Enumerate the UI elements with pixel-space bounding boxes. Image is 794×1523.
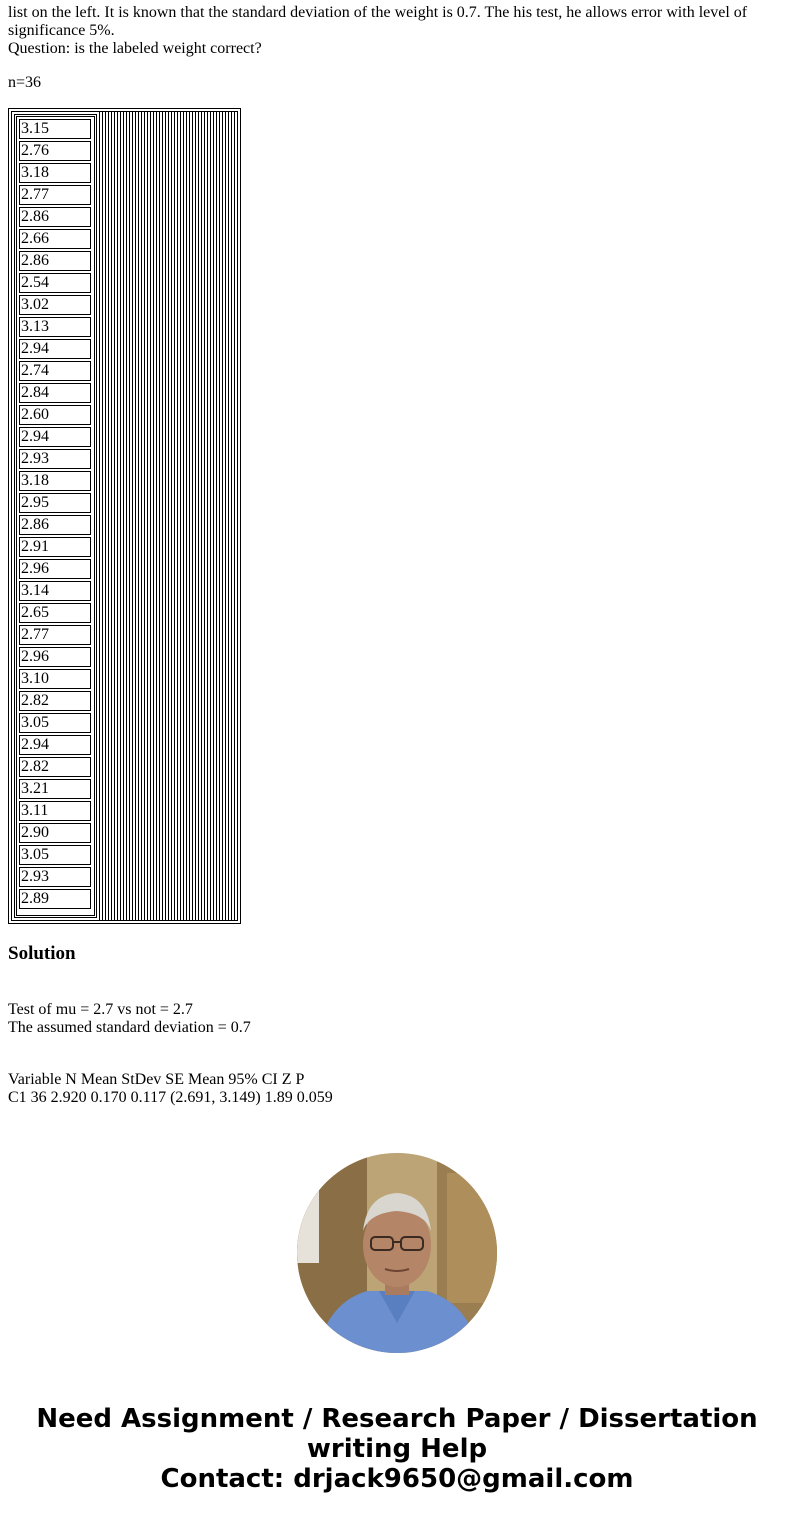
weight-cell: 2.93 <box>19 449 91 469</box>
question-line-2: significance 5%. <box>8 22 115 39</box>
weight-cell: 2.74 <box>19 361 91 381</box>
weight-cell: 3.05 <box>19 713 91 733</box>
weight-cell: 2.96 <box>19 559 91 579</box>
weight-cell: 3.10 <box>19 669 91 689</box>
weight-cell: 3.02 <box>19 295 91 315</box>
footer-contact-email: Contact: drjack9650@gmail.com <box>160 1464 634 1494</box>
weight-cell: 2.84 <box>19 383 91 403</box>
avatar-portrait-image <box>297 1153 497 1353</box>
weight-cell: 2.93 <box>19 867 91 887</box>
weight-cell: 2.77 <box>19 625 91 645</box>
result-header: Variable N Mean StDev SE Mean 95% CI Z P <box>8 1071 305 1088</box>
weight-cell: 2.94 <box>19 427 91 447</box>
weight-cell: 2.86 <box>19 251 91 271</box>
question-line-3: Question: is the labeled weight correct? <box>8 40 262 57</box>
weight-cell: 2.94 <box>19 339 91 359</box>
weight-cell: 2.82 <box>19 691 91 711</box>
weight-cell: 3.18 <box>19 471 91 491</box>
weights-column <box>19 119 91 911</box>
weight-cell: 3.18 <box>19 163 91 183</box>
question-block <box>8 4 786 92</box>
weight-cell: 3.21 <box>19 779 91 799</box>
solution-heading: Solution <box>8 943 76 964</box>
footer-line-1: Need Assignment / Research Paper / Dissertation <box>36 1404 758 1434</box>
weight-cell: 2.96 <box>19 647 91 667</box>
sd-line: The assumed standard deviation = 0.7 <box>8 1019 251 1036</box>
solution-result-block <box>8 1071 333 1107</box>
weight-cell: 2.89 <box>19 889 91 909</box>
weight-cell: 2.82 <box>19 757 91 777</box>
weight-cell: 2.90 <box>19 823 91 843</box>
weight-cell: 2.77 <box>19 185 91 205</box>
weight-cell: 3.05 <box>19 845 91 865</box>
question-line-1: list on the left. It is known that the standard deviation of the weight is 0.7. The his test, he allows error with level of <box>8 4 748 21</box>
footer-line-2: writing Help <box>306 1434 488 1464</box>
weight-cell: 2.60 <box>19 405 91 425</box>
weight-cell: 3.11 <box>19 801 91 821</box>
weight-cell: 3.15 <box>19 119 91 139</box>
weight-cell: 2.91 <box>19 537 91 557</box>
footer-contact <box>0 1404 794 1494</box>
weight-cell: 2.66 <box>19 229 91 249</box>
author-avatar <box>297 1153 497 1353</box>
weight-cell: 2.65 <box>19 603 91 623</box>
solution-test-block <box>8 1001 251 1037</box>
sample-size-label: n=36 <box>8 74 42 91</box>
weight-cell: 2.86 <box>19 515 91 535</box>
table-stripes <box>99 112 238 920</box>
weight-cell: 2.76 <box>19 141 91 161</box>
result-row: C1 36 2.920 0.170 0.117 (2.691, 3.149) 1.89 0.059 <box>8 1089 333 1106</box>
weight-cell: 3.13 <box>19 317 91 337</box>
weight-cell: 2.54 <box>19 273 91 293</box>
test-line: Test of mu = 2.7 vs not = 2.7 <box>8 1001 193 1018</box>
weight-cell: 3.14 <box>19 581 91 601</box>
weight-cell: 2.94 <box>19 735 91 755</box>
weight-cell: 2.86 <box>19 207 91 227</box>
weight-cell: 2.95 <box>19 493 91 513</box>
